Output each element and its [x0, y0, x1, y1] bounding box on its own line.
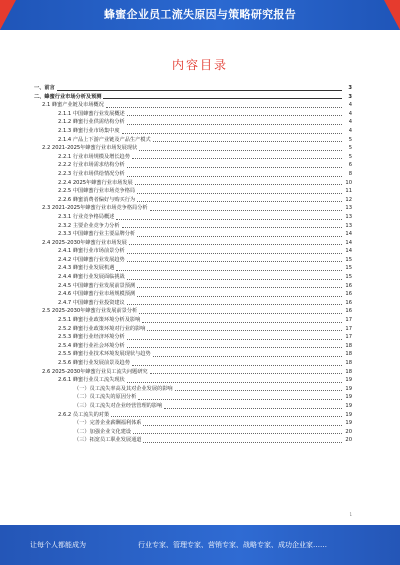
- toc-leader-dots: [127, 252, 342, 254]
- toc-entry-label: 2.2.4 2025年蜂蜜行业市场发展: [58, 179, 133, 186]
- toc-entry[interactable]: [34, 230, 352, 239]
- toc-entry-label: 2.3.3 中国蜂蜜行业主要品牌分析: [58, 231, 136, 238]
- toc-entry-label: 2.4.1 蜂蜜行业市场前景分析: [58, 248, 125, 255]
- toc-entry[interactable]: [34, 359, 352, 368]
- toc-entry-label: （三）员工流失对企业经营管理的影响: [74, 402, 163, 409]
- toc-entry-label: 二、蜂蜜行业市场分析及预测: [34, 93, 102, 100]
- toc-entry-page: 5: [348, 136, 352, 143]
- toc-entry-page: 20: [345, 437, 352, 444]
- page-number: 1: [349, 512, 352, 517]
- toc-leader-dots: [150, 209, 342, 211]
- toc-entry-page: 18: [345, 342, 352, 349]
- toc-entry-label: 2.1.4 产品上下游产业链及产品生产模式: [58, 136, 151, 143]
- toc-entry[interactable]: [34, 222, 352, 231]
- toc-leader-dots: [122, 132, 342, 134]
- toc-entry-label: 2.1.2 蜂蜜行业供需结构分析: [58, 119, 125, 126]
- toc-entry[interactable]: [34, 204, 352, 213]
- toc-entry[interactable]: [34, 342, 352, 351]
- toc-entry[interactable]: [34, 411, 352, 420]
- toc-entry[interactable]: [34, 419, 352, 428]
- toc-entry-label: 2.4.2 中国蜂蜜行业发展趋势: [58, 256, 125, 263]
- toc-entry[interactable]: [34, 84, 352, 93]
- toc-leader-dots: [127, 303, 342, 305]
- toc-entry-page: 19: [345, 394, 352, 401]
- toc-entry[interactable]: [34, 264, 352, 273]
- toc-entry-label: （一）员工流失率高及其对企业发展的影响: [74, 385, 173, 392]
- toc-entry-label: 2.4.6 中国蜂蜜行业市场规模预测: [58, 291, 136, 298]
- toc-entry-page: 4: [348, 127, 352, 134]
- toc-entry-label: 2.2.6 蜂蜜消费者偏好与购买行为: [58, 196, 136, 203]
- toc-leader-dots: [122, 226, 342, 228]
- toc-leader-dots: [116, 218, 342, 220]
- toc-entry-label: （二）加强企业文化建设: [74, 428, 132, 435]
- toc-leader-dots: [142, 321, 342, 323]
- table-of-contents: [34, 84, 352, 445]
- toc-entry[interactable]: [34, 333, 352, 342]
- toc-entry-label: 2.2.5 中国蜂蜜行业市场竞争格局: [58, 188, 136, 195]
- report-title: 蜂蜜企业员工流失原因与策略研究报告: [103, 8, 297, 21]
- toc-entry-page: 4: [348, 119, 352, 126]
- toc-entry-label: 2.3.2 主要企业竞争力分析: [58, 222, 120, 229]
- toc-entry-page: 19: [345, 385, 352, 392]
- toc-entry[interactable]: [34, 101, 352, 110]
- toc-entry-page: 3: [348, 85, 352, 91]
- toc-entry-page: 19: [345, 420, 352, 427]
- toc-entry[interactable]: [34, 170, 352, 179]
- toc-leader-dots: [106, 106, 342, 108]
- toc-entry-page: 14: [345, 248, 352, 255]
- toc-entry-label: 2.6.2 员工流失的对策: [58, 411, 110, 418]
- toc-entry-label: 2.5.5 蜂蜜行业技术环境发展现状与趋势: [58, 351, 151, 358]
- toc-entry[interactable]: [34, 325, 352, 334]
- toc-leader-dots: [127, 123, 342, 125]
- toc-entry[interactable]: [34, 282, 352, 291]
- toc-entry[interactable]: [34, 428, 352, 437]
- toc-entry-label: 2.2.1 行业市场规模及增长趋势: [58, 153, 130, 160]
- toc-entry[interactable]: [34, 196, 352, 205]
- toc-leader-dots: [143, 441, 342, 443]
- toc-leader-dots: [127, 381, 342, 383]
- toc-entry-page: 19: [345, 411, 352, 418]
- toc-leader-dots: [133, 432, 342, 434]
- toc-entry-label: 2.4.3 蜂蜜行业发展机遇: [58, 265, 115, 272]
- toc-entry-label: 2.2.3 行业市场供给情况分析: [58, 170, 125, 177]
- toc-entry[interactable]: [34, 393, 352, 402]
- toc-entry[interactable]: [34, 247, 352, 256]
- toc-entry[interactable]: [34, 316, 352, 325]
- toc-leader-dots: [150, 372, 342, 374]
- toc-leader-dots: [137, 286, 342, 288]
- toc-entry-label: 2.1.1 中国蜂蜜行业发展概述: [58, 110, 125, 117]
- toc-entry[interactable]: [34, 256, 352, 265]
- toc-entry-page: 17: [345, 325, 352, 332]
- toc-entry[interactable]: [34, 368, 352, 377]
- toc-entry-label: （三）拓宽员工职业发展通道: [74, 437, 142, 444]
- toc-leader-dots: [127, 278, 342, 280]
- toc-entry-label: 2.6 2025-2030年蜂蜜行业员工流失问题研究: [42, 368, 148, 375]
- toc-leader-dots: [127, 346, 342, 348]
- toc-leader-dots: [132, 364, 342, 366]
- toc-entry[interactable]: [34, 402, 352, 411]
- toc-leader-dots: [116, 269, 342, 271]
- toc-entry-label: 2.4.5 中国蜂蜜行业发展前景预测: [58, 282, 136, 289]
- toc-entry[interactable]: [34, 136, 352, 145]
- toc-entry-page: 18: [345, 368, 352, 375]
- toc-leader-dots: [57, 89, 342, 91]
- toc-entry[interactable]: [34, 307, 352, 316]
- toc-entry-page: 11: [345, 188, 352, 195]
- toc-entry[interactable]: [34, 144, 352, 153]
- toc-entry-label: 2.5 2025-2030年蜂蜜行业发展前景分析: [42, 308, 138, 315]
- toc-leader-dots: [103, 97, 342, 99]
- toc-leader-dots: [111, 415, 342, 417]
- toc-entry-label: 2.5.1 蜂蜜行业政策环境分析及影响: [58, 317, 141, 324]
- toc-entry-page: 13: [345, 205, 352, 212]
- toc-entry-label: 2.5.2 蜂蜜行业政策环境对行业的影响: [58, 325, 146, 332]
- toc-leader-dots: [132, 157, 342, 159]
- toc-leader-dots: [139, 312, 342, 314]
- toc-entry[interactable]: [34, 93, 352, 102]
- footer-slogan: 让每个人都能成为: [30, 541, 86, 549]
- toc-entry-label: 2.2.2 行业市场需求结构分析: [58, 162, 125, 169]
- toc-entry-page: 16: [345, 282, 352, 289]
- toc-entry[interactable]: [34, 239, 352, 248]
- toc-entry[interactable]: [34, 161, 352, 170]
- toc-entry-label: 2.1.3 蜂蜜行业市场集中度: [58, 127, 120, 134]
- toc-leader-dots: [127, 338, 342, 340]
- toc-entry-label: 2.6.1 蜂蜜行业员工流失现状: [58, 377, 125, 384]
- toc-leader-dots: [137, 295, 342, 297]
- toc-leader-dots: [135, 183, 342, 185]
- toc-entry-page: 10: [345, 179, 352, 186]
- toc-entry-page: 8: [348, 170, 352, 177]
- toc-entry-label: 2.5.6 蜂蜜行业发展前景及趋势: [58, 360, 130, 366]
- toc-entry-label: 2.3.1 行业竞争格局概述: [58, 213, 115, 220]
- toc-entry-page: 17: [345, 317, 352, 324]
- toc-entry[interactable]: [34, 376, 352, 385]
- toc-entry[interactable]: [34, 118, 352, 127]
- toc-leader-dots: [153, 140, 342, 142]
- toc-entry-page: 15: [345, 265, 352, 272]
- toc-leader-dots: [129, 243, 342, 245]
- toc-entry-page: 16: [345, 308, 352, 315]
- toc-leader-dots: [137, 235, 342, 237]
- toc-entry[interactable]: [34, 299, 352, 308]
- toc-entry-label: （一）完善企业薪酬福利体系: [74, 420, 142, 427]
- toc-entry-page: 17: [345, 334, 352, 341]
- toc-leader-dots: [143, 424, 342, 426]
- toc-entry[interactable]: [34, 436, 352, 445]
- toc-entry[interactable]: [34, 179, 352, 188]
- toc-entry-page: 19: [345, 402, 352, 409]
- toc-entry-page: 6: [348, 162, 352, 169]
- toc-leader-dots: [127, 166, 342, 168]
- toc-entry-label: 2.4.4 蜂蜜行业发展面临挑战: [58, 274, 125, 281]
- toc-entry[interactable]: [34, 127, 352, 136]
- toc-entry-page: 19: [345, 377, 352, 384]
- toc-entry-label: 2.1 蜂蜜产业链及市场概况: [42, 102, 104, 109]
- footer-tagline: 行业专家、管理专家、营销专家、战略专家、成功企业家……: [138, 541, 327, 549]
- toc-entry-page: 3: [348, 93, 352, 100]
- footer: [0, 525, 400, 565]
- toc-entry-label: 2.2 2021-2025年蜂蜜行业市场发展现状: [42, 145, 138, 152]
- toc-leader-dots: [147, 329, 342, 331]
- toc-entry-page: 5: [348, 153, 352, 160]
- toc-leader-dots: [164, 407, 342, 409]
- toc-heading: 内容目录: [171, 58, 228, 72]
- toc-entry[interactable]: [34, 213, 352, 222]
- toc-leader-dots: [139, 149, 342, 151]
- toc-entry-page: 4: [348, 110, 352, 117]
- toc-entry-page: 16: [345, 291, 352, 298]
- toc-entry[interactable]: [34, 187, 352, 196]
- toc-entry[interactable]: [34, 385, 352, 394]
- toc-leader-dots: [137, 192, 342, 194]
- toc-entry-page: 13: [345, 213, 352, 220]
- toc-entry-page: 12: [345, 196, 352, 203]
- toc-entry-page: 5: [348, 145, 352, 152]
- toc-entry-page: 15: [345, 274, 352, 281]
- toc-entry-label: 2.3 2021-2025年蜂蜜行业市场竞争格局分析: [42, 205, 148, 212]
- toc-entry-page: 18: [345, 351, 352, 358]
- toc-entry-page: 13: [345, 222, 352, 229]
- toc-entry-label: 2.5.3 蜂蜜行业经济环境分析: [58, 334, 125, 341]
- toc-entry[interactable]: [34, 153, 352, 162]
- toc-entry[interactable]: [34, 273, 352, 282]
- toc-entry-label: 2.4.7 中国蜂蜜行业投资建议: [58, 299, 125, 306]
- toc-leader-dots: [127, 114, 342, 116]
- toc-leader-dots: [153, 355, 342, 357]
- toc-entry-page: 18: [345, 360, 352, 366]
- toc-entry[interactable]: [34, 110, 352, 119]
- toc-entry-page: 15: [345, 256, 352, 263]
- toc-entry-page: 14: [345, 239, 352, 246]
- toc-leader-dots: [137, 200, 342, 202]
- toc-leader-dots: [138, 398, 342, 400]
- toc-leader-dots: [127, 175, 342, 177]
- toc-entry-page: 4: [348, 102, 352, 109]
- toc-entry[interactable]: [34, 350, 352, 359]
- toc-entry-page: 16: [345, 299, 352, 306]
- toc-entry-label: 2.5.4 蜂蜜行业社会环境分析: [58, 342, 125, 349]
- toc-entry-page: 20: [345, 428, 352, 435]
- toc-entry-page: 14: [345, 231, 352, 238]
- toc-leader-dots: [175, 389, 342, 391]
- toc-entry[interactable]: [34, 290, 352, 299]
- toc-entry-label: 2.4 2025-2030年蜂蜜行业市场发展: [42, 239, 127, 246]
- toc-entry-label: （二）员工流失的原因分析: [74, 394, 137, 401]
- toc-entry-label: 一、前言: [34, 85, 55, 91]
- toc-leader-dots: [127, 260, 342, 262]
